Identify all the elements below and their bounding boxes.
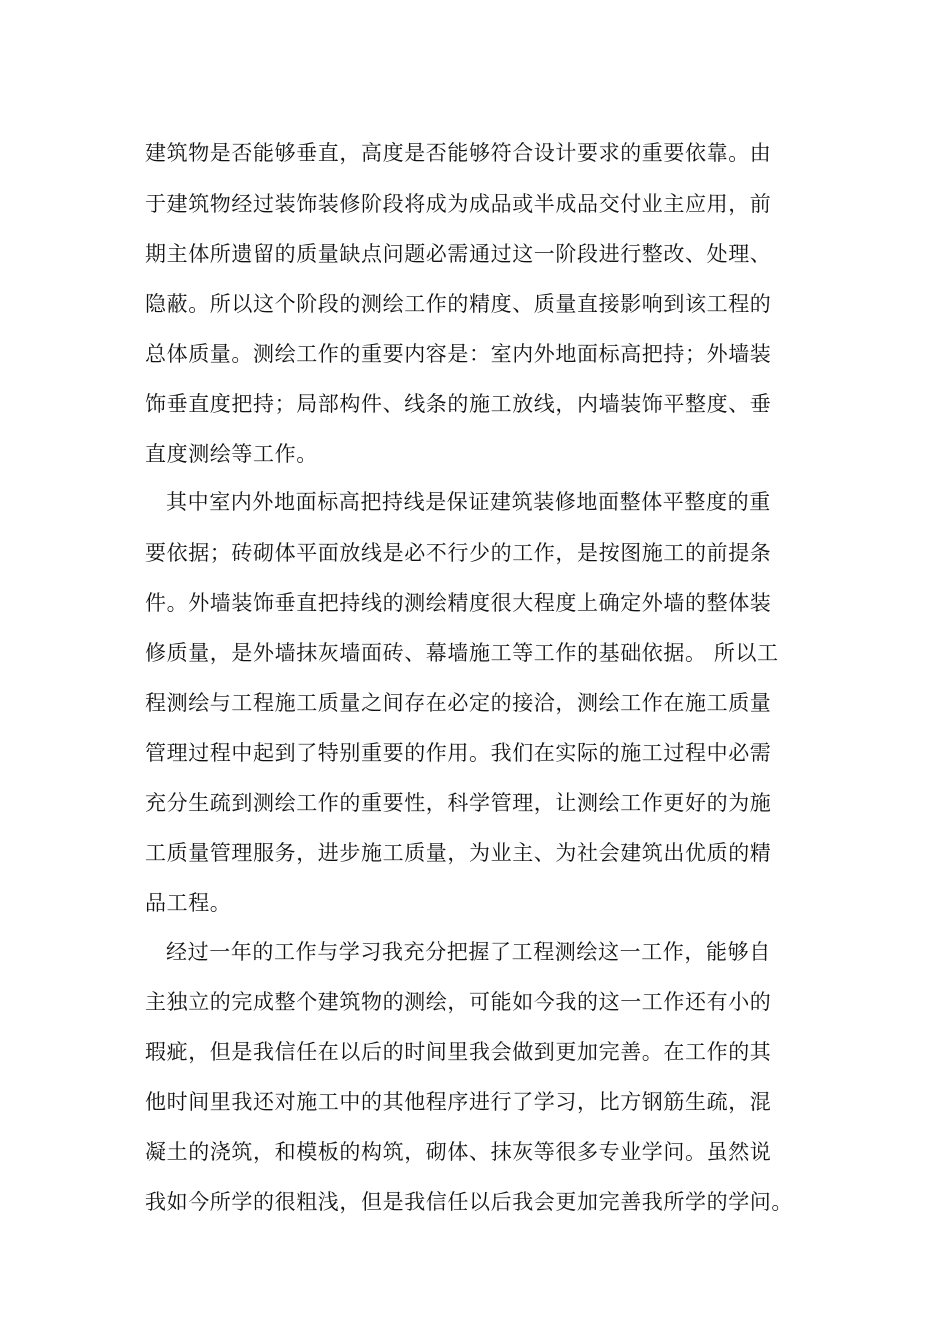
text-line: 我如今所学的很粗浅，但是我信任以后我会更加完善我所学的学问。 [145, 1190, 793, 1214]
text-line: 总体质量。测绘工作的重要内容是：室内外地面标高把持；外墙装 [145, 342, 772, 366]
text-line: 于建筑物经过装饰装修阶段将成为成品或半成品交付业主应用，前 [145, 192, 772, 216]
text-line: 管理过程中起到了特别重要的作用。我们在实际的施工过程中必需 [145, 741, 772, 765]
text-line: 瑕疵，但是我信任在以后的时间里我会做到更加完善。在工作的其 [145, 1040, 772, 1064]
text-line: 充分生疏到测绘工作的重要性，科学管理，让测绘工作更好的为施 [145, 791, 772, 815]
text-line: 直度测绘等工作。 [145, 442, 318, 466]
text-line: 工质量管理服务，进步施工质量，为业主、为社会建筑出优质的精 [145, 841, 772, 865]
text-line: 隐蔽。所以这个阶段的测绘工作的精度、质量直接影响到该工程的 [145, 292, 772, 316]
text-line: 程测绘与工程施工质量之间存在必定的接洽，测绘工作在施工质量 [145, 691, 772, 715]
text-line: 修质量，是外墙抹灰墙面砖、幕墙施工等工作的基础依据。 所以工 [145, 641, 779, 665]
text-line: 建筑物是否能够垂直，高度是否能够符合设计要求的重要依靠。由 [145, 141, 772, 165]
text-line: 品工程。 [145, 891, 232, 915]
paragraph-first-line: 其中室内外地面标高把持线是保证建筑装修地面整体平整度的重 [166, 490, 771, 514]
paragraph-first-line: 经过一年的工作与学习我充分把握了工程测绘这一工作，能够自 [166, 940, 771, 964]
text-line: 期主体所遗留的质量缺点问题必需通过这一阶段进行整改、处理、 [145, 242, 772, 266]
text-line: 件。外墙装饰垂直把持线的测绘精度很大程度上确定外墙的整体装 [145, 591, 772, 615]
text-line: 饰垂直度把持；局部构件、线条的施工放线，内墙装饰平整度、垂 [145, 392, 772, 416]
text-line: 凝土的浇筑，和模板的构筑，砌体、抹灰等很多专业学问。虽然说 [145, 1140, 772, 1164]
text-line: 他时间里我还对施工中的其他程序进行了学习，比方钢筋生疏，混 [145, 1090, 772, 1114]
text-line: 主独立的完成整个建筑物的测绘，可能如今我的这一工作还有小的 [145, 990, 772, 1014]
text-line: 要依据；砖砌体平面放线是必不行少的工作，是按图施工的前提条 [145, 541, 772, 565]
